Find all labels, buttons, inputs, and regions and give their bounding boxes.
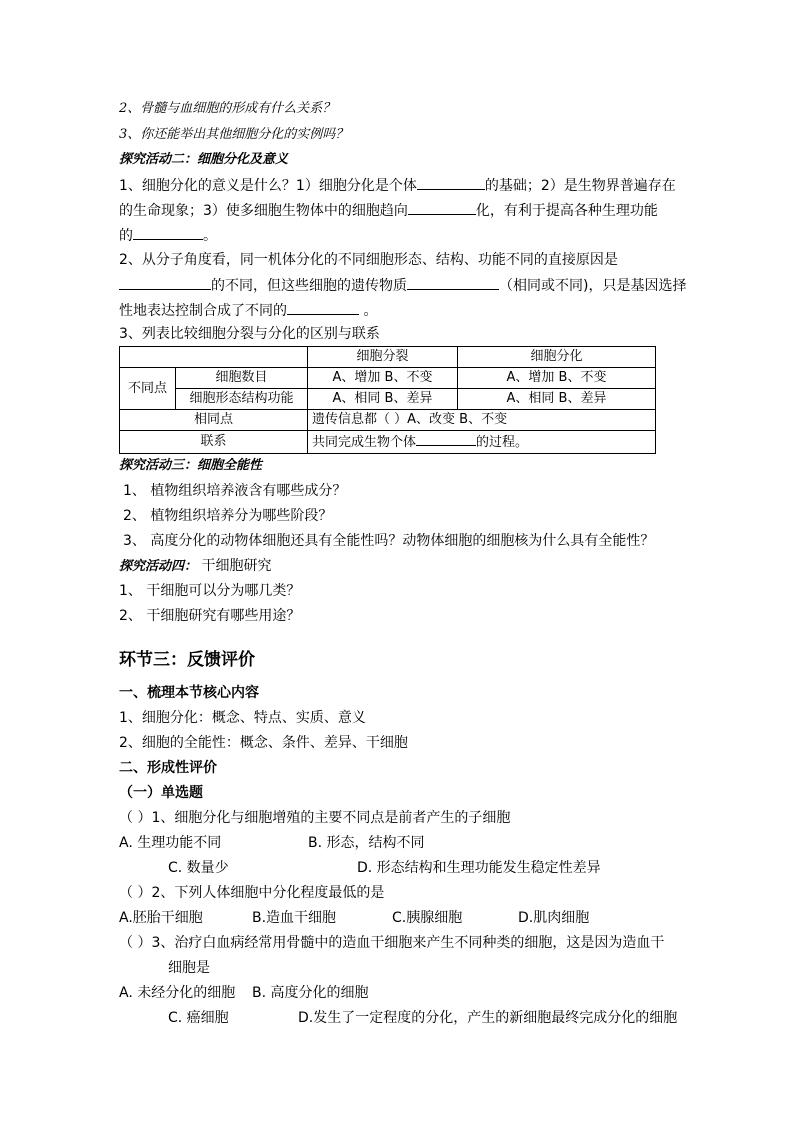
table-row [120,389,656,410]
header-cell-division: 细胞分裂 [308,347,458,368]
table-row [120,410,656,431]
answer-blank[interactable] [417,175,485,190]
row-label-similarities: 相同点 [120,410,308,431]
mc2-option-a: A.胚胎干细胞 [119,910,203,926]
mc2-option-d: D.肌肉细胞 [518,910,590,926]
activity-3-question-3: 3、 高度分化的动物体细胞还具有全能性吗？动物体细胞的细胞核为什么具有全能性？ [123,533,655,549]
comparison-table [119,346,656,454]
mc1-option-c: C. 数量少 [168,860,229,876]
activity-4-question-1: 1、 干细胞可以分为哪几类？ [119,583,301,599]
row-label-cell-number: 细胞数目 [176,368,308,389]
evaluation-heading: 二、形成性评价 [119,760,217,776]
summary-item-2: 2、细胞的全能性：概念、条件、差异、干细胞 [119,735,408,751]
molecular-line-1: 2、从分子角度看，同一机体分化的不同细胞形态、结构、功能不同的直接原因是 [119,252,618,268]
mc-question-1: （ ）1、细胞分化与细胞增殖的主要不同点是前者产生的子细胞 [119,810,511,826]
mc1-option-d: D. 形态结构和生理功能发生稳定性差异 [357,860,601,876]
table-header-row [120,347,656,368]
row-label-connection: 联系 [120,431,308,454]
header-cell-differentiation: 细胞分化 [458,347,656,368]
cell-division-number-options: A、增加 B、不变 [308,368,458,389]
mc3-option-c: C. 癌细胞 [168,1010,229,1026]
molecular-line-2: 的不同，但这些细胞的遗传物质 （相同或不同)，只是基因选择 [119,275,686,296]
significance-line-1: 1、细胞分化的意义是什么？1）细胞分化是个体 的基础；2）是生物界普遍存在 [119,175,676,196]
row-label-differences: 不同点 [120,368,176,410]
row-label-morphology: 细胞形态结构功能 [176,389,308,410]
activity-3-question-1: 1、 植物组织培养液含有哪些成分？ [123,483,347,499]
summary-heading: 一、梳理本节核心内容 [119,685,259,701]
question-3: 3、你还能举出其他细胞分化的实例吗？ [119,127,349,142]
activity-4-question-2: 2、 干细胞研究有哪些用途？ [119,608,301,624]
answer-blank[interactable] [407,275,499,290]
activity-4-subtitle: 干细胞研究 [197,558,272,574]
similarities-cell: 遗传信息都（ ）A、改变 B、不变 [308,410,656,431]
section-3-heading: 环节三：反馈评价 [119,650,255,670]
mc-question-3-continued: 细胞是 [168,960,210,976]
connection-cell: 共同完成生物个体 的过程。 [308,431,656,454]
cell-differentiation-number-options: A、增加 B、不变 [458,368,656,389]
mc1-option-b: B. 形态，结构不同 [308,835,425,851]
multiple-choice-heading: （一）单选题 [119,785,203,801]
answer-blank[interactable] [416,431,476,446]
mc2-option-c: C.胰腺细胞 [392,910,463,926]
mc2-option-b: B.造血干细胞 [252,910,337,926]
cell-division-morphology-options: A、相同 B、差异 [308,389,458,410]
mc-question-3: （ ）3、治疗白血病经常用骨髓中的造血干细胞来产生不同种类的细胞，这是因为造血干 [119,935,665,951]
significance-line-3: 的 。 [119,225,217,246]
mc3-option-b: B. 高度分化的细胞 [252,985,369,1001]
table-row [120,368,656,389]
answer-blank[interactable] [119,275,211,290]
activity-3-title: 探究活动三：细胞全能性 [119,458,263,473]
answer-blank[interactable] [287,300,359,315]
mc3-option-a: A. 未经分化的细胞 [119,985,236,1001]
mc3-option-d: D.发生了一定程度的分化，产生的新细胞最终完成分化的细胞 [298,1010,678,1026]
activity-4-title: 探究活动四： [119,559,198,574]
activity-2-title: 探究活动二：细胞分化及意义 [119,152,289,167]
mc-question-2: （ ）2、下列人体细胞中分化程度最低的是 [119,885,385,901]
question-2: 2、骨髓与血细胞的形成有什么关系？ [119,101,336,116]
activity-3-question-2: 2、 植物组织培养分为哪些阶段？ [123,508,333,524]
significance-line-2: 的生命现象；3）使多细胞生物体中的细胞趋向 化，有利于提高各种生理功能 [119,200,658,221]
answer-blank[interactable] [133,225,203,240]
table-caption: 3、列表比较细胞分裂与分化的区别与联系 [119,326,380,342]
activity-4-title-line [119,556,271,577]
cell-differentiation-morphology-options: A、相同 B、差异 [458,389,656,410]
answer-blank[interactable] [408,200,476,215]
molecular-line-3: 性地表达控制合成了不同的 。 [119,300,377,321]
table-corner-cell [120,347,308,368]
summary-item-1: 1、细胞分化：概念、特点、实质、意义 [119,710,366,726]
table-row [120,431,656,454]
mc1-option-a: A. 生理功能不同 [119,835,222,851]
